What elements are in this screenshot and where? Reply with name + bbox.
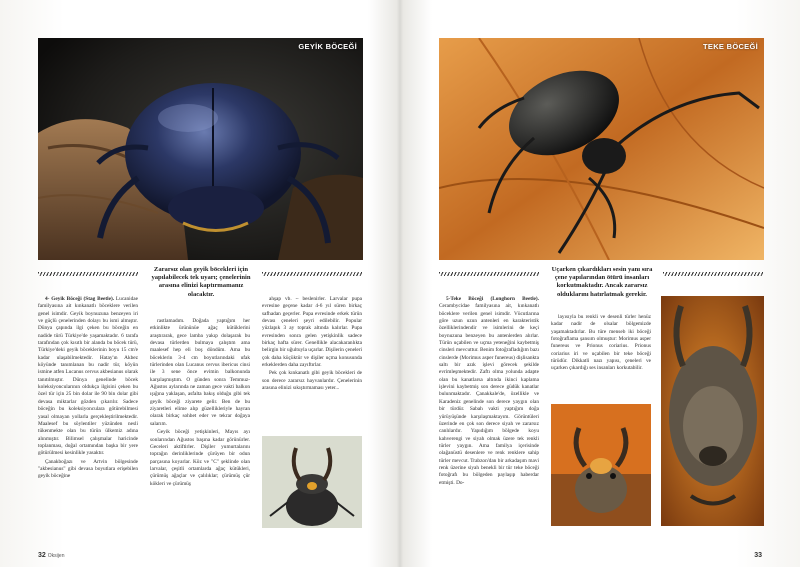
page-number-right: 33 bbox=[754, 552, 762, 559]
magazine-name: Oksijen bbox=[47, 553, 65, 559]
paragraph: Pek çok kınkanatlı gibi geyik böcekleri de son derece zararsız hayvanlardır. Çenelerinin arasına elinizi sıkıştırmaması yeter... bbox=[262, 370, 362, 392]
paragraph: layısıyla bu renkli ve desenli türler henüz kadar nadir de olsalar bölgemizde yaşamaktadırlar. Bu türe menseb iki böceği fotoğraflama şansım olmuştur: Morimus asper funereus ve Prionus coriarius. Prionus coriarius iri ve uçabilen bir teke böceği türüdür. Dikkatli nazı yapısı, çeneleri ve uçarken çıkardığı ses insanları korkutabilir. bbox=[551, 314, 651, 372]
paragraph: 4- Geyik Böceği (Stag Beetle). Lucanidae familyasına ait kınkanatlı böceklere verilen genel isimdir. Geyik boynuzuna benzeyen iri ve güçlü çenelerinden dolayı bu ismi almıştır. Dünya çapında ilgi çeken bu böceğin en nadide türü Türkiye'de yaşamaktadır. 6 tarafa tarafından çok kısıtlı bir alanda bu böcek türü, Türkiye'deki geyik böceklerinin boyu 15 cm'e kadar ulaşabilmektedir. Hatay'ın Akbez köyünde tanımlanan bu nadir tür, köyün ismine atfen Lucanus cervus akbesianus olarak tanıtılmıştır. Dünya genelinde böcek koleksiyoncularının oldukça ilgisini çeken bu özel tür için 25 bin dolar ile 90 bin dolar gibi devasa miktarlar gözden çıkarılır. Sadece böceğin bu koleksiyonculara götürebilmesi yasal olmayan yollarla gerçekleştirilmektedir. Maalesef bu söylentiler yüzünden nesli tükenmekte olan bu türün ülkemiz adına alınmıştır. Bilimsel çalışmalar haricinde toplanması, doğal ortamından başka bir yere götürülmesi kesinlikle yasaktır. bbox=[38, 296, 138, 457]
article-column-1 bbox=[38, 296, 138, 524]
divider-hatch bbox=[663, 272, 763, 276]
stag-beetle-small-photo bbox=[262, 436, 362, 528]
stag-beetle-illustration bbox=[38, 38, 363, 260]
stag-beetle-photo bbox=[38, 38, 363, 260]
section-tag: GEYİK BÖCEĞİ bbox=[298, 42, 357, 51]
stag-beetle-head-illustration bbox=[262, 436, 362, 528]
paragraph: rastlamadım. Doğada yaptığım her etkinlikte ürününüe ağaç kütüklerini araştırarak, gece lamba yakıp dolaşarak bu devasa türlerden bulmaya çalıştım ama maalesef hep eli boş döndüm. Ama bu böceklerin 3-4 cm boyutlarındaki ufak türlerinden olan Lucanus cervus ibericus cinsi ile 3 sene önce evimin balkonunda karşılaşmıştım. O günden sonra Temmuz-Ağustos aylarında ne zaman gece vakti balkon ışığına yaklaşan, asfalta bakış olduğu gibi tek geyik böceği ziyarete gelir. Ben de bu ziyaretleri elime alıp güzellikleriyle hayran olarak birkaç sohbet eder ve tekrar doğaya salarım. bbox=[150, 318, 250, 427]
paragraph: 5-Teke Böceği (Longhorn Beetle). Cerambycidae familyasına ait, kınkanatlı böceklere verilen genel isimdir. Vücutlarına göre uzun uzun antenleri en karakteristik özelliklerindendir ve isimlerini de keçi boynuzuna benzeyen bu antenlerden alırlar. Türün uçabilen ve uçma yeteneğini kaybetmiş cinsleri mevcuttur. Benim fotoğrafladığım bazı cinslerde (Morimus asper funereus) dişlisankta saltı bir azık işlevi görecek şekilde evrimleşmektedir. Zaftı olma yolunda adapte olan bu kanatlarsa altında ikinci kaplama işlevini kaybetmiş son derece güdük kanatlar bulunmaktadır. Çanakkale'de, özellikle ve Karadeniz genelinde son derece yaygın olan bir türdür. Sabah vakti yaptığım doğa yürüyüşünde karşılaşmaktayım. Görüntüleri üzerinde en çok son derece siyah ve zararsız canlılardır. Yapıdığım bölgede koyu kahverengi ve siyah olmak üzere tek renkli türler yaygın. Ama familya içerisinde olağanüstü desenlere ve renk renklere sahip türler mevcut. Trabzon'dan bir arkadaşım mavi renk üzerine siyah benekli bir tür teke böceği fotoğrafı bu bölgeden paylaşıp haberdar etmişti. Do- bbox=[439, 296, 539, 486]
article-column-2 bbox=[551, 314, 651, 396]
article-column-2 bbox=[150, 318, 250, 528]
article-column-3 bbox=[262, 296, 362, 428]
divider-hatch bbox=[439, 272, 539, 276]
left-page bbox=[0, 0, 399, 567]
paragraph: Çanakboğazı ve Artvin bölgesinde "akbesianus" gibi devasa boyutlara erişebilen geyik böceğine bbox=[38, 458, 138, 480]
prionus-head-illustration bbox=[551, 404, 651, 526]
section-tag: TEKE BÖCEĞİ bbox=[703, 42, 758, 51]
longhorn-beetle-small-photo bbox=[551, 404, 651, 526]
right-page bbox=[401, 0, 800, 567]
morimus-beetle-photo bbox=[661, 296, 764, 526]
pull-quote: Zararsız olan geyik böcekleri için yapılabilecek tek uyarı; çenelerinin arasına elinizi kaptırmamanız olacaktır. bbox=[151, 266, 251, 298]
divider-hatch bbox=[38, 272, 138, 276]
pull-quote: Uçarken çıkardıkları sesin yanı sıra çene yapılarından ötürü insanları korkutmaktadır. Ancak zararsız olduklarını hatırlatmak gerekir. bbox=[551, 266, 653, 298]
paragraph: ahşap vb. ~ beslenirler. Larvalar pupa evresine geçene kadar 4-6 yıl süren birkaç safhadan geçerler. Pupa evresinde erkek türün devası çeneleri şeyri edilebilir. Popular yüzlapık 3 ay toprak altında kalırlar. Pupa evresinden sonra gelen yetişkinlik sadece birkaç hafta sürer. Genellikle alacakaranlıkta belirgin bir uğultuyla uçarlar. Dişilerin çeneleri çok daha küçüktür ve dişiler uçma konusunda erkeklerden daha zayıftırlar. bbox=[262, 296, 362, 369]
morimus-closeup-illustration bbox=[661, 296, 764, 526]
paragraph: Geyik böceği yetişkinleri, Mayıs ayı sonlarından Ağustos başına kadar görünürler. Geceleri aktiftirler. Dişiler yumurtalarını toprağın derinliklerinde çürüyen bir odun parçasına koyarlar. Köz ve "C" şeklinde olan larvalar, çeşitli ortamlarda ağaç kütükleri, çürümüş ağaçlar ve çalılıklar; çürümüş çür kökleri ve çürümüş bbox=[150, 429, 250, 487]
page-number-left: 32 Oksijen bbox=[38, 552, 65, 559]
divider-hatch bbox=[262, 272, 362, 276]
longhorn-beetle-illustration bbox=[439, 38, 764, 260]
article-column-1 bbox=[439, 296, 539, 526]
longhorn-beetle-photo bbox=[439, 38, 764, 260]
